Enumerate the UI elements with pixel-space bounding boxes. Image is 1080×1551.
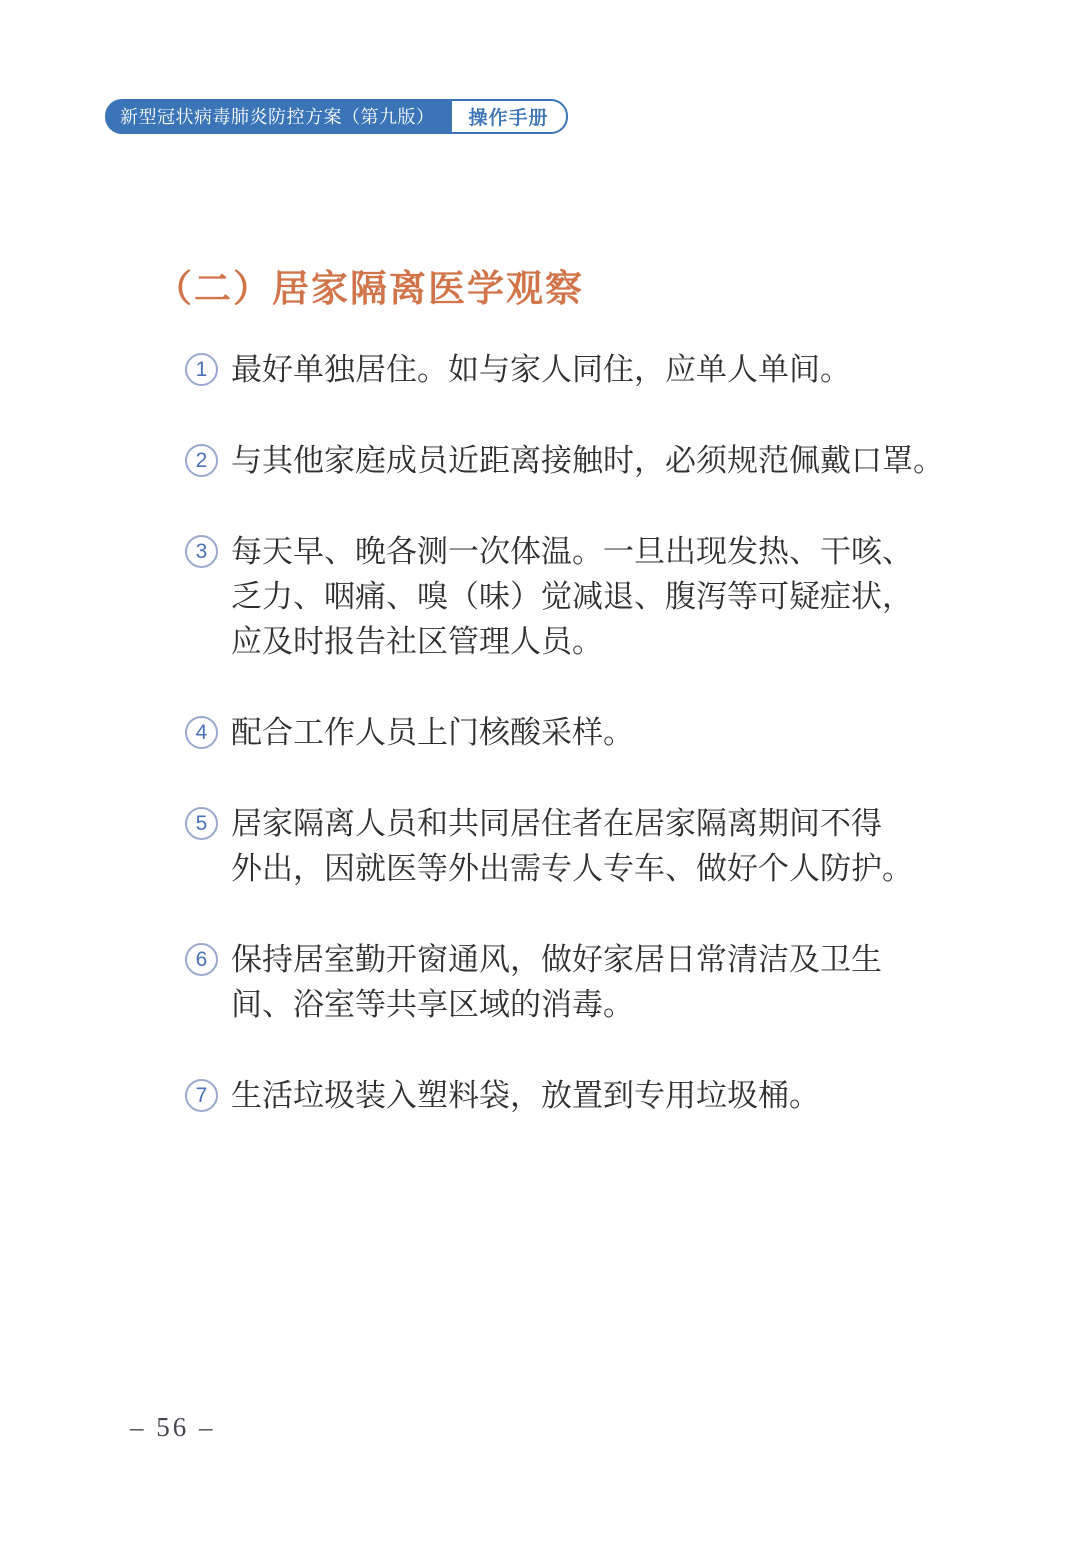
list-item bbox=[185, 801, 975, 891]
item-text: 居家隔离人员和共同居住者在居家隔离期间不得 外出，因就医等外出需专人专车、做好个人防护。 bbox=[231, 806, 913, 886]
item-number-badge: 6 bbox=[185, 943, 218, 976]
item-text: 最好单独居住。如与家人同住，应单人单间。 bbox=[231, 352, 851, 387]
list-item bbox=[185, 529, 975, 664]
list-item bbox=[185, 710, 975, 755]
document-title-badge: 新型冠状病毒肺炎防控方案（第九版） bbox=[105, 99, 450, 134]
item-number-badge: 2 bbox=[185, 444, 218, 477]
item-text: 每天早、晚各测一次体温。一旦出现发热、干咳、 乏力、咽痛、嗅（味）觉减退、腹泻等可疑症状， 应及时报告社区管理人员。 bbox=[231, 534, 913, 659]
list-item bbox=[185, 937, 975, 1027]
item-text: 生活垃圾装入塑料袋，放置到专用垃圾桶。 bbox=[231, 1078, 820, 1113]
page-number: – 56 – bbox=[130, 1412, 216, 1442]
list-item bbox=[185, 1073, 975, 1118]
list-item bbox=[185, 438, 975, 483]
item-text: 保持居室勤开窗通风，做好家居日常清洁及卫生 间、浴室等共享区域的消毒。 bbox=[231, 942, 882, 1022]
item-number-badge: 1 bbox=[185, 353, 218, 386]
manual-label-badge: 操作手册 bbox=[450, 99, 568, 134]
item-number-badge: 3 bbox=[185, 535, 218, 568]
item-number-badge: 5 bbox=[185, 807, 218, 840]
list-item bbox=[185, 347, 975, 392]
item-number-badge: 4 bbox=[185, 716, 218, 749]
item-number-badge: 7 bbox=[185, 1079, 218, 1112]
item-text: 与其他家庭成员近距离接触时，必须规范佩戴口罩。 bbox=[231, 443, 944, 478]
item-text: 配合工作人员上门核酸采样。 bbox=[231, 715, 634, 750]
instruction-list bbox=[185, 347, 975, 1164]
header-badge bbox=[105, 99, 568, 134]
section-title: （二）居家隔离医学观察 bbox=[155, 268, 584, 309]
